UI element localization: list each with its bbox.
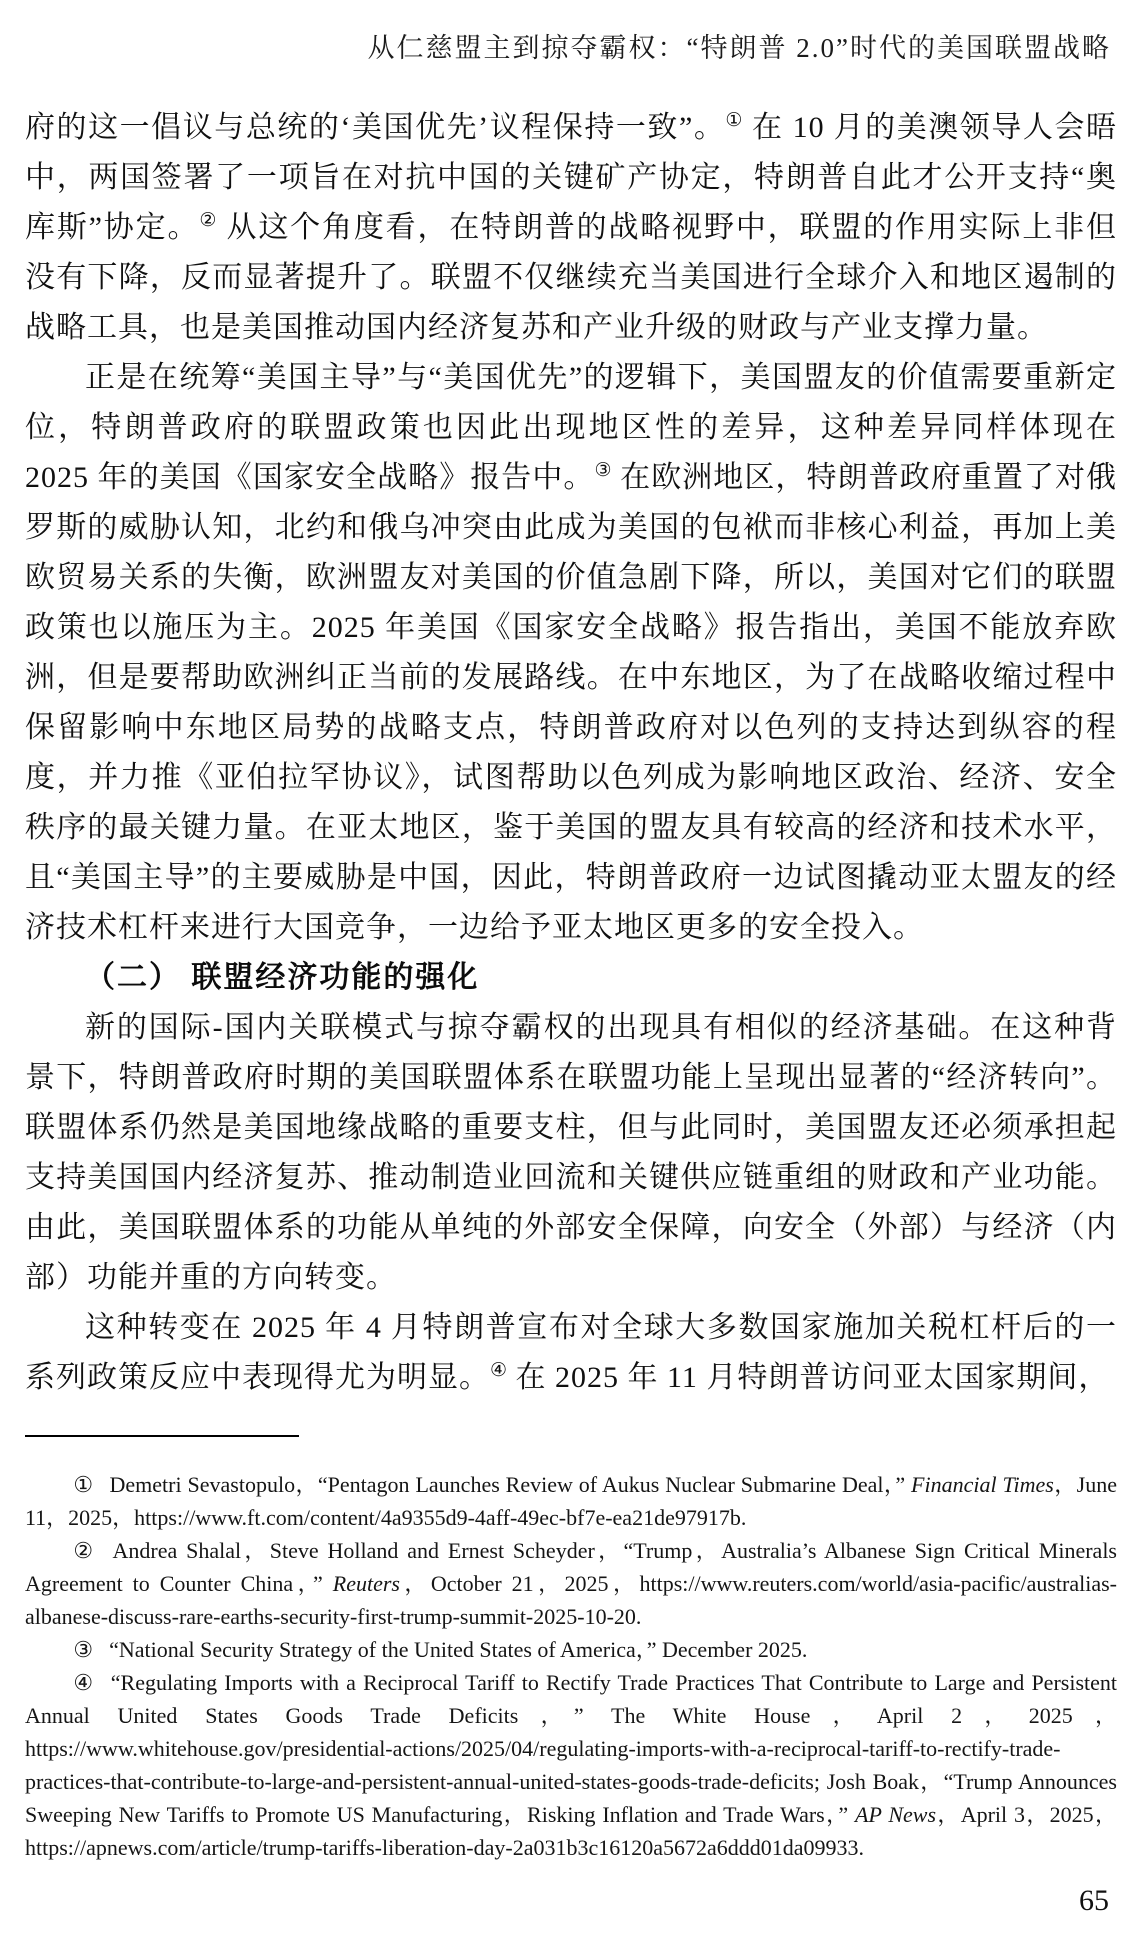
footnotes: [25, 1468, 1117, 1864]
journal-name: Reuters: [332, 1571, 400, 1596]
body-paragraph: 正是在统筹“美国主导”与“美国优先”的逻辑下，美国盟友的价值需要重新定位，特朗普政府的联盟政策也因此出现地区性的差异，这种差异同样体现在 2025 年的美国《国家安全战略》报告中。③ 在欧洲地区，特朗普政府重置了对俄罗斯的威胁认知，北约和俄乌冲突由此成为美国的包袱而非核心利益，再加上美欧贸易关系的失衡，欧洲盟友对美国的价值急剧下降，所以，美国对它们的联盟政策也以施压为主。2025 年美国《国家安全战略》报告指出，美国不能放弃欧洲，但是要帮助欧洲纠正当前的发展路线。在中东地区，为了在战略收缩过程中保留影响中东地区局势的战略支点，特朗普政府对以色列的支持达到纵容的程度，并力推《亚伯拉罕协议》，试图帮助以色列成为影响地区政治、经济、安全秩序的最关键力量。在亚太地区，鉴于美国的盟友具有较高的经济和技术水平，且“美国主导”的主要威胁是中国，因此，特朗普政府一边试图撬动亚太盟友的经济技术杠杆来进行大国竞争，一边给予亚太地区更多的安全投入。: [25, 361, 1117, 944]
footnote: ③ “National Security Strategy of the United States of America，” December 2025.: [73, 1637, 808, 1662]
footnote-ref: ②: [199, 210, 218, 231]
body-paragraph: 新的国际-国内关联模式与掠夺霸权的出现具有相似的经济基础。在这种背景下，特朗普政府时期的美国联盟体系在联盟功能上呈现出显著的“经济转向”。联盟体系仍然是美国地缘战略的重要支柱，但与此同时，美国盟友还必须承担起支持美国国内经济复苏、推动制造业回流和关键供应链重组的财政和产业功能。由此，美国联盟体系的功能从单纯的外部安全保障，向安全（外部）与经济（内部）功能并重的方向转变。: [25, 1011, 1117, 1294]
body-paragraph: 府的这一倡议与总统的‘美国优先’议程保持一致”。① 在 10 月的美澳领导人会晤中，两国签署了一项旨在对抗中国的关键矿产协定，特朗普自此才公开支持“奥库斯”协定。② 从这个角度看，在特朗普的战略视野中，联盟的作用实际上非但没有下降，反而显著提升了。联盟不仅继续充当美国进行全球介入和地区遏制的战略工具，也是美国推动国内经济复苏和产业升级的财政与产业支撑力量。: [25, 110, 1117, 344]
section-heading: （二） 联盟经济功能的强化: [85, 961, 480, 994]
body-blocks: [25, 103, 1117, 1403]
footnote: ④ “Regulating Imports with a Reciprocal Tariff to Rectify Trade Practices That Contribute to Large and Persistent Annual United States Goods Trade Deficits，” The White House，April 2，2025，https://www.whitehouse.gov/presidential-actions/2025/04/regulating-imports-with-a-reciprocal-tariff-to-rectify-trade-practices-that-contribute-to-large-and-persistent-annual-united-states-goods-trade-deficits; Josh Boak，“Trump Announces Sweeping New Tariffs to Promote US Manufacturing，Risking Inflation and Trade Wars，” AP News，April 3，2025，https://apnews.com/article/trump-tariffs-liberation-day-2a031b3c16120a5672a6ddd01da09933.: [25, 1670, 1117, 1860]
page-number: 65: [1079, 1884, 1109, 1917]
journal-name: AP News: [855, 1802, 937, 1827]
footnote-marker: ②: [73, 1538, 97, 1563]
footnote-ref: ③: [594, 460, 612, 481]
footnote-ref: ④: [490, 1360, 508, 1381]
footnote: ② Andrea Shalal，Steve Holland and Ernest Scheyder，“Trump，Australia’s Albanese Sign Critical Minerals Agreement to Counter China，” Reuters，October 21，2025，https://www.reuters.com/world/asia-pacific/australias-albanese-discuss-rare-earths-security-first-trump-summit-2025-10-20.: [25, 1538, 1117, 1629]
running-title: 从仁慈盟主到掠夺霸权：“特朗普 2.0”时代的美国联盟战略: [367, 33, 1111, 63]
footnote-marker: ④: [73, 1670, 95, 1695]
footnote: ① Demetri Sevastopulo，“Pentagon Launches Review of Aukus Nuclear Submarine Deal，” Financial Times，June 11，2025，https://www.ft.com/content/4a9355d9-4aff-49ec-bf7e-ea21de97917b.: [25, 1472, 1118, 1530]
footnote-ref: ①: [725, 110, 743, 131]
footnote-separator: [25, 1435, 299, 1437]
body-paragraph: 这种转变在 2025 年 4 月特朗普宣布对全球大多数国家施加关税杠杆后的一系列政策反应中表现得尤为明显。④ 在 2025 年 11 月特朗普访问亚太国家期间，: [25, 1311, 1117, 1394]
footnote-marker: ①: [73, 1472, 94, 1497]
journal-name: Financial Times: [911, 1472, 1054, 1497]
footnote-marker: ③: [73, 1637, 94, 1662]
